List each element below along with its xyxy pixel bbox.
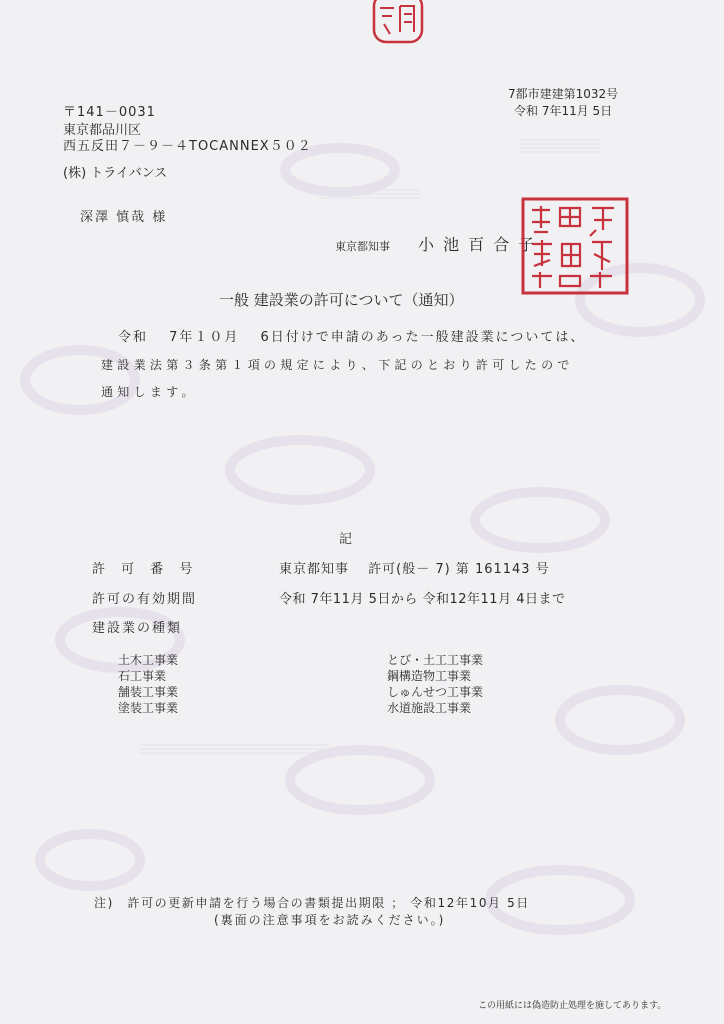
anti-forgery-footer: この用紙には偽造防止処理を施してあります。 — [478, 1001, 667, 1011]
top-seal-stamp — [370, 0, 426, 48]
industry-right-2: 鋼構造物工事業 — [387, 669, 472, 683]
validity-period-value: 令和 7年11月 5日から 令和12年11月 4日まで — [279, 592, 566, 607]
sender-name: 小 池 百 合 子 — [418, 235, 537, 254]
sender-office: 東京都知事 — [335, 240, 390, 253]
ki-marker: 記 — [339, 532, 353, 547]
body-line-1: 令和 7年１０月 6日付けで申請のあった一般建設業については、 — [118, 330, 586, 345]
body-line-3: 通知します。 — [101, 385, 198, 399]
industry-left-3: 舗装工事業 — [118, 685, 179, 699]
industry-right-4: 水道施設工事業 — [387, 701, 472, 715]
permit-number-label: 許 可 番 号 — [92, 562, 199, 577]
recipient-name: 深澤 慎哉 様 — [80, 210, 168, 225]
official-seal-stamp — [520, 196, 630, 296]
validity-period-label: 許可の有効期間 — [92, 592, 198, 607]
body-line-2: 建設業法第３条第１項の規定により、下記のとおり許可したので — [101, 358, 574, 372]
address-line-1: 東京都品川区 — [63, 123, 142, 138]
industry-right-1: とび・土工工事業 — [387, 653, 484, 667]
construction-types-label: 建設業の種類 — [92, 621, 183, 636]
renewal-note-line-1: 注) 許可の更新申請を行う場合の書類提出期限 ； 令和12年10月 5日 — [94, 896, 530, 910]
industry-left-1: 土木工事業 — [118, 653, 179, 667]
issue-date: 令和 7年11月 5日 — [514, 104, 613, 118]
permit-number-value: 東京都知事 許可(般－ 7) 第 161143 号 — [279, 562, 550, 577]
postal-code: 〒141－0031 — [63, 105, 156, 120]
address-line-2: 西五反田７－９－４TOCANNEX５０２ — [63, 139, 312, 154]
document-title: 一般 建設業の許可について（通知） — [219, 291, 464, 309]
industry-left-4: 塗装工事業 — [118, 701, 179, 715]
industry-left-2: 石工事業 — [118, 669, 167, 683]
document-number: 7都市建建第1032号 — [508, 87, 619, 101]
company-name: (株) トライバンス — [63, 166, 168, 181]
renewal-note-line-2: (裏面の注意事項をお読みください。) — [214, 913, 446, 927]
industry-right-3: しゅんせつ工事業 — [387, 685, 484, 699]
